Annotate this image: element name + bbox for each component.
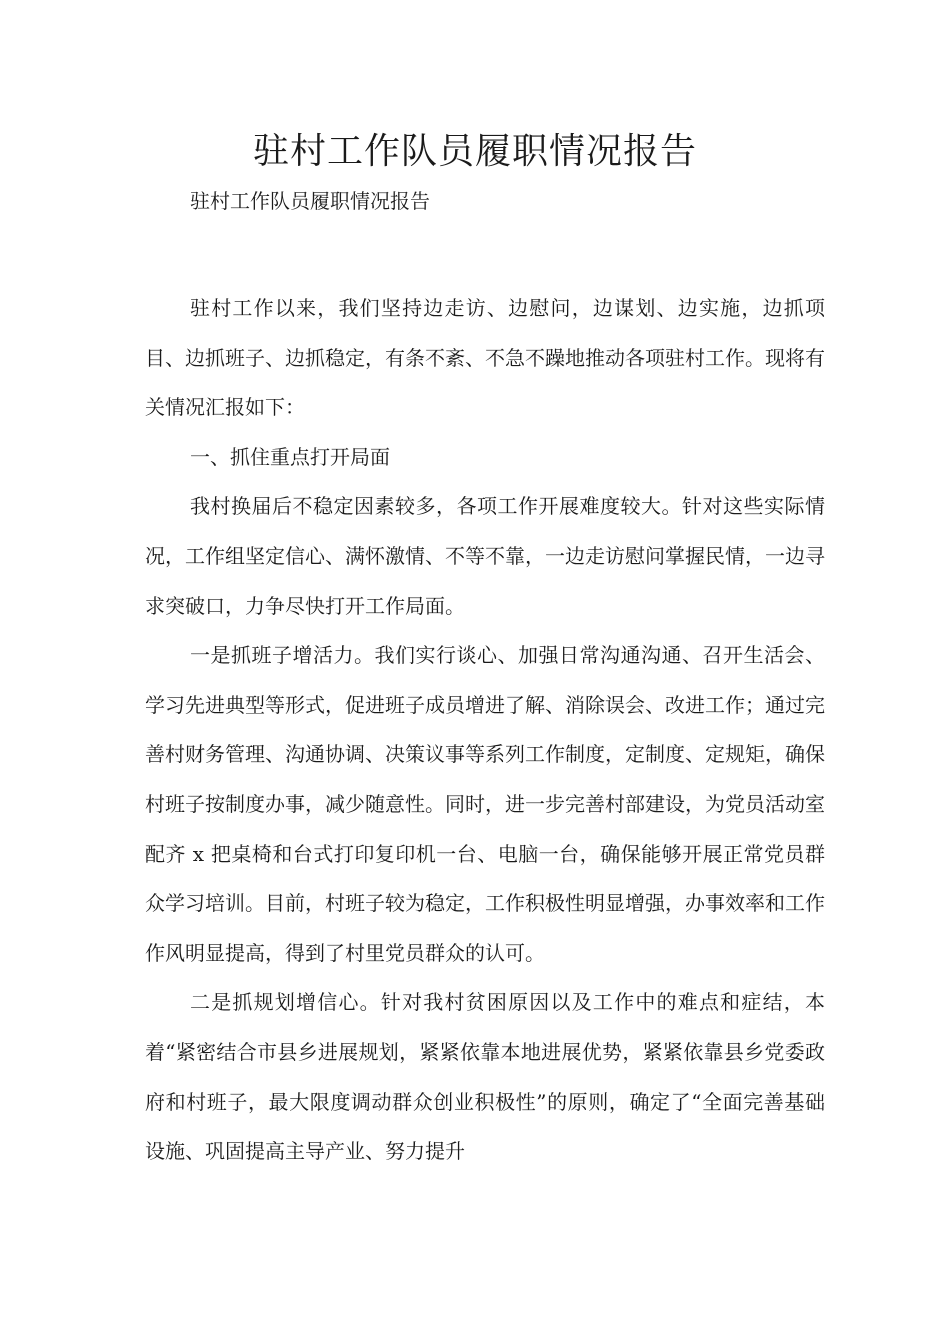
paragraph-section-1: 我村换届后不稳定因素较多，各项工作开展难度较大。针对这些实际情况，工作组坚定信心、满怀激情、不等不靠，一边走访慰问掌握民情，一边寻求突破口，力争尽快打开工作局面。 bbox=[145, 494, 825, 618]
document-subtitle: 驻村工作队员履职情况报告 bbox=[190, 189, 430, 213]
document-body bbox=[145, 284, 825, 1177]
paragraph-intro: 驻村工作以来，我们坚持边走访、边慰问，边谋划、边实施，边抓项目、边抓班子、边抓稳定，有条不紊、不急不躁地推动各项驻村工作。现将有关情况汇报如下： bbox=[145, 296, 825, 420]
section-heading-1: 一、抓住重点打开局面 bbox=[190, 444, 390, 469]
document-title: 驻村工作队员履职情况报告 bbox=[252, 131, 697, 172]
paragraph-planning: 二是抓规划增信心。针对我村贫困原因以及工作中的难点和症结，本着“紧密结合市县乡进展规划，紧紧依靠本地进展优势，紧紧依靠县乡党委政府和村班子，最大限度调动群众创业积极性”的原则，确定了“全面完善基础设施、巩固提高主导产业、努力提升 bbox=[145, 990, 825, 1164]
paragraph-team-building: 一是抓班子增活力。我们实行谈心、加强日常沟通沟通、召开生活会、学习先进典型等形式，促进班子成员增进了解、消除误会、改进工作；通过完善村财务管理、沟通协调、决策议事等系列工作制度，定制度、定规矩，确保村班子按制度办事，减少随意性。同时，进一步完善村部建设，为党员活动室配齐 x 把桌椅和台式打印复印机一台、电脑一台，确保能够开展正常党员群众学习培训。目前，村班子较为稳定，工作积极性明显增强，办事效率和工作作风明显提高，得到了村里党员群众的认可。 bbox=[145, 643, 825, 965]
